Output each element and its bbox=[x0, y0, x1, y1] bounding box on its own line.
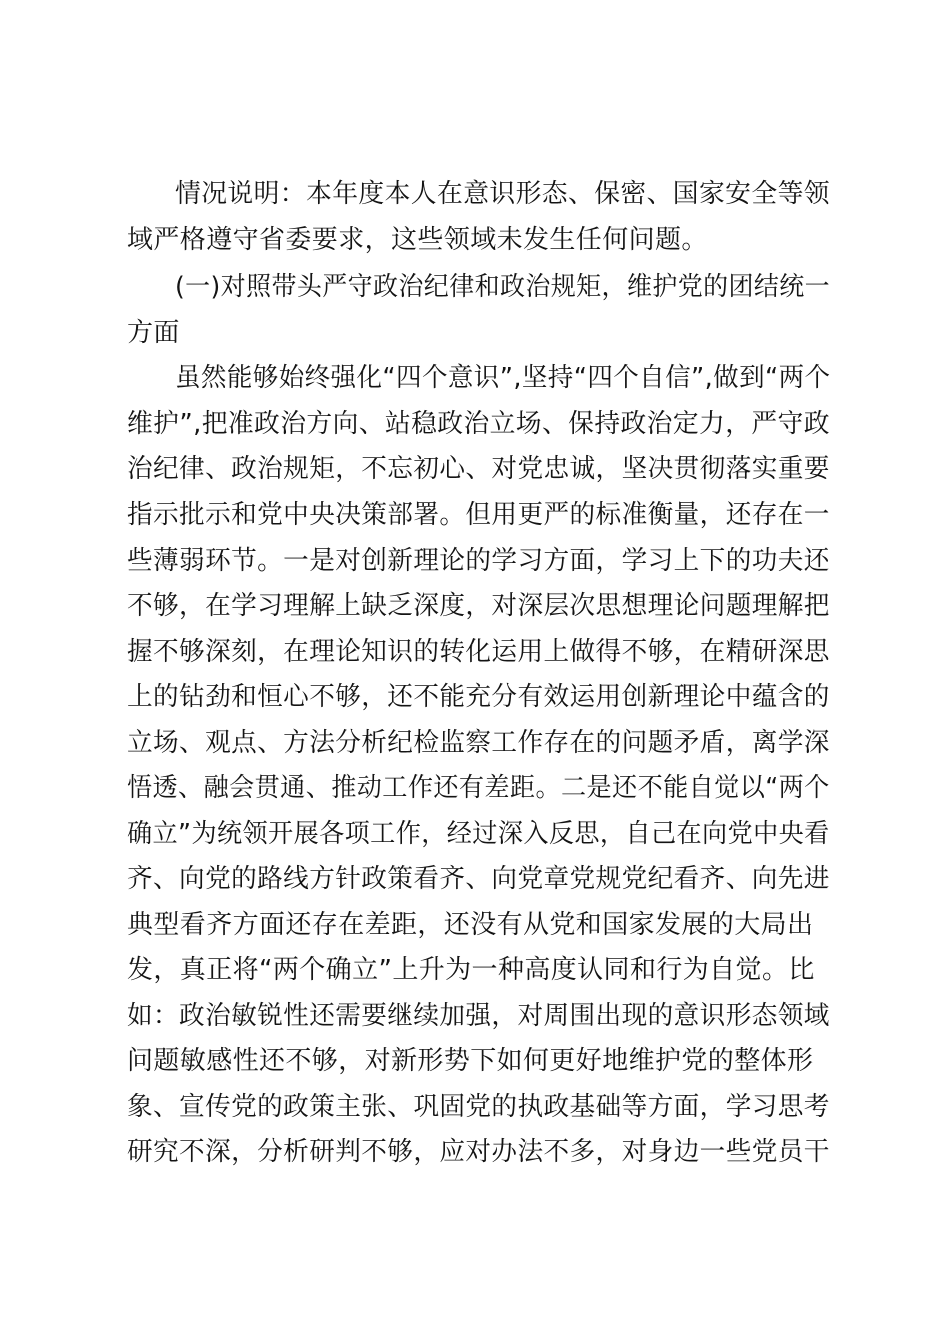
text-line: 问题敏感性还不够，对新形势下如何更好地维护党的整体形 bbox=[127, 1046, 814, 1076]
text-line: 不够，在学习理解上缺乏深度，对深层次思想理论问题理解把 bbox=[127, 591, 830, 621]
text-line: 如：政治敏锐性还需要继续加强，对周围出现的意识形态领域 bbox=[127, 1001, 830, 1031]
text-line: 上的钻劲和恒心不够，还不能充分有效运用创新理论中蕴含的 bbox=[127, 682, 830, 712]
text-line: 虽然能够始终强化“四个意识”,坚持“四个自信”,做到“两个 bbox=[175, 363, 831, 393]
text-line: 齐、向党的路线方针政策看齐、向党章党规党纪看齐、向先进 bbox=[127, 864, 830, 894]
text-line: 域严格遵守省委要求，这些领域未发生任何问题。 bbox=[127, 225, 708, 255]
text-line: 研究不深，分析研判不够，应对办法不多，对身边一些党员干 bbox=[127, 1137, 830, 1167]
text-line: 典型看齐方面还存在差距，还没有从党和国家发展的大局出 bbox=[127, 910, 814, 940]
text-line: 治纪律、政治规矩，不忘初心、对党忠诚，坚决贯彻落实重要 bbox=[127, 454, 830, 484]
text-line: 悟透、融会贯通、推动工作还有差距。二是还不能自觉以“两个 bbox=[127, 773, 830, 803]
text-line: 维护”,把准政治方向、站稳政治立场、保持政治定力，严守政 bbox=[127, 409, 830, 439]
text-line: 些薄弱环节。一是对创新理论的学习方面，学习上下的功夫还 bbox=[127, 546, 830, 576]
text-line: 立场、观点、方法分析纪检监察工作存在的问题矛盾，离学深 bbox=[127, 728, 830, 758]
text-line: 象、宣传党的政策主张、巩固党的执政基础等方面，学习思考 bbox=[127, 1092, 830, 1122]
text-line: 方面 bbox=[127, 318, 180, 348]
text-line: 情况说明：本年度本人在意识形态、保密、国家安全等领 bbox=[175, 179, 830, 209]
text-line: 发，真正将“两个确立”上升为一种高度认同和行为自觉。比 bbox=[127, 955, 815, 985]
text-line: (一)对照带头严守政治纪律和政治规矩，维护党的团结统一 bbox=[175, 272, 831, 302]
text-line: 确立”为统领开展各项工作，经过深入反思，自己在向党中央看 bbox=[127, 819, 830, 849]
text-line: 握不够深刻，在理论知识的转化运用上做得不够，在精研深思 bbox=[127, 637, 830, 667]
text-line: 指示批示和党中央决策部署。但用更严的标准衡量，还存在一 bbox=[127, 500, 830, 530]
